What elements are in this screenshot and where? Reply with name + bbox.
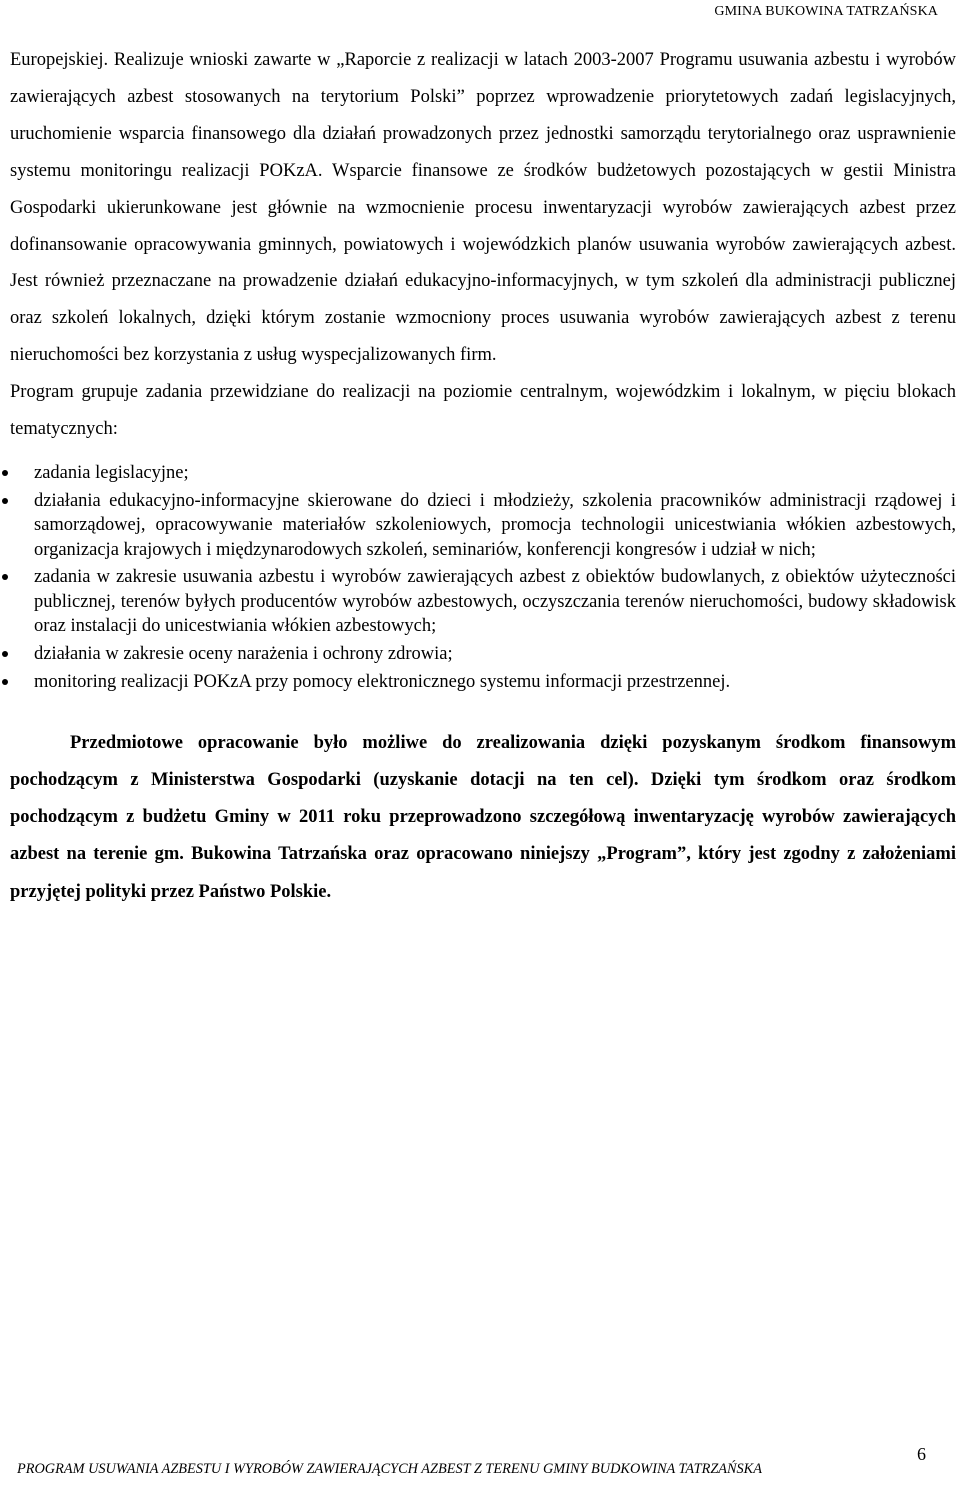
running-footer: PROGRAM USUWANIA AZBESTU I WYROBÓW ZAWIERAJĄCYCH AZBEST Z TERENU GMINY BUDKOWINA TATRZAŃSKA	[17, 1461, 762, 1477]
running-header: GMINA BUKOWINA TATRZAŃSKA	[714, 4, 938, 19]
main-content	[10, 42, 956, 911]
list-item: działania edukacyjno-informacyjne skierowane do dzieci i młodzieży, szkolenia pracowników administracji rządowej i samorządowej, opracowywanie materiałów szkoleniowych, promocja technologii unicestwiania włókien azbestowych, organizacja krajowych i międzynarodowych szkoleń, seminariów, konferencji kongresów i udział w nich;	[10, 489, 956, 562]
list-item: działania w zakresie oceny narażenia i ochrony zdrowia;	[10, 642, 956, 666]
funding-note-paragraph: Przedmiotowe opracowanie było możliwe do zrealizowania dzięki pozyskanym środkom finansowym pochodzącym z Ministerstwa Gospodarki (uzyskanie dotacji na ten cel). Dzięki tym środkom oraz środkom pochodzącym z budżetu Gminy w 2011 roku przeprowadzono szczegółową inwentaryzację wyrobów zawierających azbest na terenie gm. Bukowina Tatrzańska oraz opracowano niniejszy „Program”, który jest zgodny z założeniami przyjętej polityki przez Państwo Polskie.	[10, 732, 956, 902]
thematic-blocks-list	[10, 461, 956, 694]
list-item: zadania w zakresie usuwania azbestu i wyrobów zawierających azbest z obiektów budowlanych, z obiektów użyteczności publicznej, terenów byłych producentów wyrobów azbestowych, oczyszczania terenów nieruchomości, budowy składowisk oraz instalacji do unicestwiania włókien azbestowych;	[10, 565, 956, 638]
program-blocks-paragraph: Program grupuje zadania przewidziane do realizacji na poziomie centralnym, wojewódzkim i lokalnym, w pięciu blokach tematycznych:	[10, 382, 956, 440]
list-item: monitoring realizacji POKzA przy pomocy elektronicznego systemu informacji przestrzennej.	[10, 670, 956, 694]
intro-paragraph: Europejskiej. Realizuje wnioski zawarte w „Raporcie z realizacji w latach 2003-2007 Programu usuwania azbestu i wyrobów zawierających azbest stosowanych na terytorium Polski” poprzez wprowadzenie priorytetowych zadań legislacyjnych, uruchomienie wsparcia finansowego dla działań prowadzonych przez jednostki samorządu terytorialnego oraz usprawnienie systemu monitoringu realizacji POKzA. Wsparcie finansowe ze środków budżetowych pozostających w gestii Ministra Gospodarki ukierunkowane jest głównie na wzmocnienie procesu inwentaryzacji wyrobów zawierających azbest przez dofinansowanie opracowywania gminnych, powiatowych i wojewódzkich planów usuwania wyrobów zawierających azbest. Jest również przeznaczane na prowadzenie działań edukacyjno-informacyjnych, w tym szkoleń dla administracji publicznej oraz szkoleń lokalnych, dzięki którym zostanie wzmocniony proces usuwania wyrobów zawierających azbest z terenu nieruchomości bez korzystania z usług wyspecjalizowanych firm.	[10, 50, 956, 366]
list-item: zadania legislacyjne;	[10, 461, 956, 485]
page-number: 6	[917, 1444, 926, 1464]
